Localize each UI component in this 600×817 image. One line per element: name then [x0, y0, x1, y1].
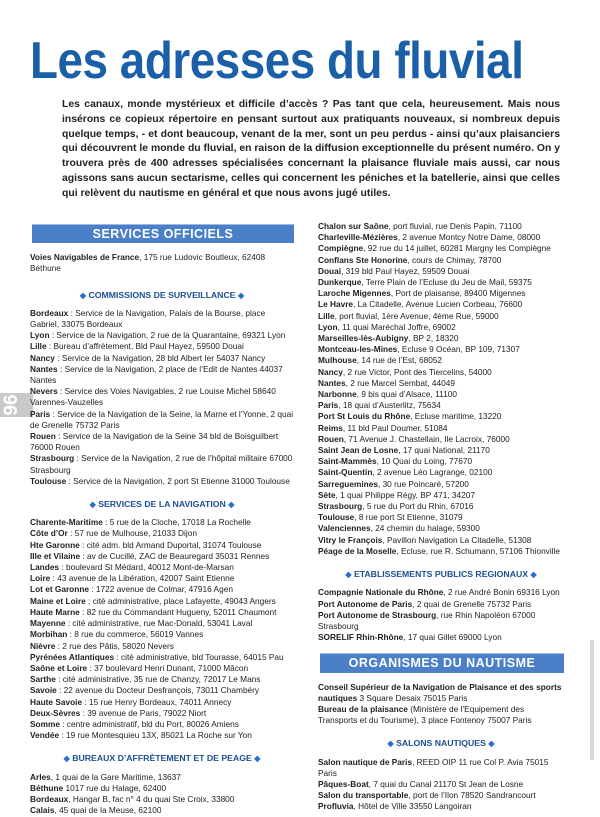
list-item [30, 663, 294, 674]
entry-address: : Service des Voies Navigables, 2 rue Louise Michel 58640 Varennes-Vauzelles [30, 386, 276, 408]
list-item [30, 584, 294, 595]
entry-address: , port fluvial, 1ère Avenue, 4ème Rue, 59000 [334, 310, 499, 321]
list-item [318, 243, 564, 254]
list-item [318, 445, 564, 456]
entry-name: Compiègne [318, 243, 364, 254]
entry-name: Reims [318, 422, 343, 433]
list-item [30, 540, 294, 551]
intro-paragraph: Les canaux, monde mystérieux et difficile d’accès ? Pas tant que cela, heureusement. Mais nous insérons ce copieux répertoire en pensant surtout aux pratiquants nouveaux, si nombreux depuis quelque temps, - et dont beaucoup, venant de la mer, sont un peu perdus - ainsi qu’aux plaisanciers qui découvrent le monde du fluvial, en raison de la diffusion exceptionnelle du présent numéro. On y trouvera près de 400 adresses spécialisées concernant la plaisance fluviale mais aussi, car nous agissons sans aucun sectarisme, celles qui concernent les péniches et la batellerie, ainsi que celles qui relèvent du nautisme en général et que nous avons jugé utiles. [62, 99, 560, 199]
list-item [318, 299, 564, 310]
entry-name: Bureau de la plaisance [318, 703, 408, 714]
list-item [318, 501, 564, 512]
entry-address: 1017 rue du Halage, 62400 [63, 782, 167, 793]
list-item [30, 652, 294, 663]
entry-name: Profluvia [318, 801, 354, 812]
entry-name: Charente-Maritime [30, 517, 103, 528]
list-item [318, 490, 564, 501]
entry-address: , 2 rue Marcel Sembat, 44049 [345, 377, 455, 388]
entry-address: , 30 rue Poincaré, 57200 [377, 478, 469, 489]
entry-address: : centre administratif, bld du Port, 80026 Amiens [59, 718, 239, 729]
list-item [30, 719, 294, 730]
entry-address: : 82 rue du Commandant Hugueny, 52011 Chaumont [79, 606, 277, 617]
list-item [318, 277, 564, 288]
entry-name: Bordeaux [30, 793, 69, 804]
entry-address: : Service de la Navigation, 2 port St Etienne 31000 Toulouse [66, 475, 290, 486]
entry-address: , Ecluse 9 Océan, BP 109, 71307 [397, 344, 520, 355]
entry-address: , 24 chemin du halage, 59300 [370, 523, 480, 534]
entry-address: , Hôtel de Ville 33550 Langoiran [353, 801, 472, 812]
entry-address: (Ministère de l’Equipement des Transports et du Tourisme), 3 place Fontenoy 75007 Paris [318, 703, 532, 726]
entry-address: , 7 quai du Canal 21170 St Jean de Losne [368, 778, 524, 789]
entry-address: : 8 rue du commerce, 56019 Vannes [67, 629, 204, 640]
entry-name: Salon nautique de Paris [318, 756, 413, 767]
entry-address: , La Citadelle, Avenue Lucien Corbeau, 76600 [353, 299, 523, 310]
entry-name: Saône et Loire [30, 662, 88, 673]
entry-address: , 2 avenue Montcy Notre Dame, 08000 [397, 232, 541, 243]
entry-name: Ille et Vilaine [30, 550, 81, 561]
list-item [30, 551, 294, 562]
entry-address: : Service de la Navigation, 2 place de l’Edit de Nantes 44037 Nantes [30, 363, 283, 386]
entry-name: Nancy [318, 366, 343, 377]
list-item [318, 322, 564, 333]
entry-address: : cité administrative, bld Tourasse, 64015 Pau [114, 651, 284, 662]
entry-name: Saint Jean de Losne [318, 445, 399, 456]
subheading-salons: ◆ SALONS NAUTIQUES ◆ [387, 738, 495, 749]
page-title: Les adresses du fluvial [30, 32, 524, 90]
entry-name: Lot et Garonne [30, 584, 90, 595]
list-item [30, 794, 294, 805]
list-item [318, 801, 564, 812]
list-item [318, 311, 564, 322]
list-item [30, 528, 294, 539]
list-item [30, 783, 294, 794]
entry-address: : 15 rue Henry Bordeaux, 74011 Annecy [82, 696, 232, 707]
entry-address: , 14 rue de l’Est, 68052 [356, 355, 443, 366]
entry-name: Pâques-Boat [318, 778, 369, 789]
list-item [318, 355, 564, 366]
section-banner-services-officiels: SERVICES OFFICIELS [32, 224, 294, 243]
list-nautisme [318, 682, 564, 727]
entry-name: Hte Garonne [30, 539, 80, 550]
entry-address: , BP 2, 18320 [408, 333, 459, 344]
entry-address: , 2 quai de Grenelle 75732 Paris [412, 598, 532, 609]
entry-name: Saint-Mammès [318, 456, 377, 467]
entry-address: , cours de Chimay, 78700 [407, 254, 502, 265]
entry-name: Côte d’Or [30, 528, 68, 539]
entry-address: : 19 rue Montesquieu 13X, 85021 La Roche sur Yon [59, 730, 252, 741]
entry-name: Strasbourg [318, 501, 363, 512]
entry-name: Haute Savoie [30, 696, 83, 707]
entry-name: Laroche Migennes [318, 288, 391, 299]
list-ports [318, 221, 564, 557]
entry-address: , 319 bld Paul Hayez, 59509 Douai [341, 265, 470, 276]
entry-name: Pyrénées Atlantiques [30, 651, 115, 662]
entry-name: Savoie [30, 685, 57, 696]
entry-address: , 71 Avenue J. Chastellain, Ile Lacroix, 76000 [343, 433, 510, 444]
entry-name: Sarthe [30, 674, 56, 685]
list-item [30, 708, 294, 719]
list-item [30, 364, 294, 386]
entry-name: Nevers [30, 386, 58, 397]
list-item [318, 546, 564, 557]
subheading-etablissements: ◆ ETABLISSEMENTS PUBLICS REGIONAUX ◆ [345, 569, 537, 580]
left-column [30, 220, 294, 816]
list-item [30, 476, 294, 487]
list-item [318, 411, 564, 422]
entry-name: Deux-Sèvres [30, 707, 81, 718]
entry-address: 3 Square Desaix 75015 Paris [357, 692, 468, 703]
entry-name: Valenciennes [318, 523, 371, 534]
entry-address: : 43 avenue de la Libération, 42007 Saint Etienne [50, 573, 235, 584]
entry-name: Rouen [30, 431, 56, 442]
list-item [318, 434, 564, 445]
list-item [318, 266, 564, 277]
entry-name: Mulhouse [318, 355, 357, 366]
list-item [318, 344, 564, 355]
page-number: 96 [0, 393, 33, 417]
entry-address: , 17 quai Gillet 69000 Lyon [403, 632, 502, 643]
entry-name: Strasbourg [30, 453, 75, 464]
entry-name: Lyon [318, 321, 338, 332]
entry-address: : Service de la Navigation, 28 bld Albert Ier 54037 Nancy [54, 352, 266, 363]
list-item [30, 805, 294, 816]
list-affretement [30, 772, 294, 817]
entry-address: , 17 quai National, 21170 [398, 445, 490, 456]
entry-name: Loire [30, 573, 51, 584]
entry-address: , 2 rue Victor, Pont des Tiercelins, 54000 [342, 366, 492, 377]
entry-name: Béthune [30, 782, 64, 793]
entry-name: Lille [30, 341, 47, 352]
entry-name: Mayenne [30, 618, 66, 629]
right-column [318, 221, 564, 813]
entry-name: Nantes [318, 377, 346, 388]
entry-address: , Port de plaisanse, 89400 Migennes [390, 288, 526, 299]
list-item [318, 757, 564, 779]
page-edge-mark [590, 640, 594, 760]
entry-address: : 22 avenue du Docteur Desfrançois, 73011 Chambéry [56, 685, 260, 696]
list-item [30, 386, 294, 408]
entry-name: Chalon sur Saône [318, 221, 389, 231]
list-item [318, 704, 564, 726]
entry-address: , 5 rue du Port du Rhin, 67016 [362, 501, 474, 512]
list-item [318, 423, 564, 434]
entry-name: Nantes [30, 363, 58, 374]
entry-name: Compagnie Nationale du Rhône [318, 587, 444, 598]
entry-name: Toulouse [318, 512, 355, 523]
entry-address: : 2 rue des Pâtis, 58020 Nevers [55, 640, 174, 651]
entry-address: , 2 avenue Léo Lagrange, 02100 [372, 467, 493, 478]
entry-address: : 57 rue de Mulhouse, 21033 Dijon [67, 528, 197, 539]
entry-name: Port Autonome de Strasbourg [318, 609, 437, 620]
entry-address: : cité administrative, place Lafayette, 49043 Angers [85, 595, 276, 606]
entry-name: Port Autonome de Paris [318, 598, 413, 609]
entry-name: Saint-Quentin [318, 467, 373, 478]
entry-address: , 45 quai de la Meuse, 62100 [54, 805, 162, 816]
entry-name: Port St Louis du Rhône [318, 411, 411, 422]
entry-address: , rue Rhin Napoléon 67000 Strasbourg [318, 609, 536, 631]
entry-name: Douai [318, 265, 342, 276]
list-item [318, 232, 564, 243]
entry-address: , 92 rue du 14 juillet, 60281 Margny les Compiègne [363, 243, 551, 254]
entry-name: Salon du transportable [318, 790, 409, 801]
entry-address: : Service de la Navigation, Palais de la Bourse, place Gabriel, 33075 Bordeaux [30, 307, 266, 330]
list-salons [318, 757, 564, 813]
entry-name: Arles [30, 771, 51, 782]
entry-address: , 1 quai de la Gare Maritime, 13637 [50, 771, 181, 782]
subheading-services-navigation: ◆ SERVICES DE LA NAVIGATION ◆ [89, 499, 235, 510]
entry-address: : av de Cucillé, ZAC de Beauregard 35031 Rennes [80, 550, 270, 561]
list-item [30, 573, 294, 584]
entry-name: Charleville-Mézières [318, 232, 398, 243]
entry-name: Conflans Ste Honorine [318, 254, 408, 265]
list-item [318, 389, 564, 400]
list-commissions [30, 308, 294, 487]
entry-address: : 37 boulevard Henri Dunant, 71000 Mâcon [87, 662, 249, 673]
list-item [30, 409, 294, 431]
list-item [318, 221, 564, 232]
list-item [318, 255, 564, 266]
entry-address: , REED OIP 11 rue Col P. Avia 75015 Paris [318, 756, 549, 778]
list-etablissements [318, 587, 564, 643]
list-item [318, 523, 564, 534]
entry-name: Le Havre [318, 299, 354, 310]
entry-address: , 2 rue André Bonin 69316 Lyon [443, 587, 560, 598]
list-services-navigation [30, 517, 294, 741]
list-item [30, 453, 294, 475]
entry-name: Nancy [30, 352, 55, 363]
list-item [30, 517, 294, 528]
list-item [30, 330, 294, 341]
entry-name: Vendée [30, 730, 60, 741]
entry-address: : Bureau d’affrètement, Bld Paul Hayez, 59500 Douai [46, 341, 244, 352]
list-item [30, 685, 294, 696]
entry-address: , port fluvial, rue Denis Papin, 71100 [388, 221, 522, 231]
list-item [318, 587, 564, 598]
entry-name: Maine et Loire [30, 595, 86, 606]
list-item [318, 467, 564, 478]
entry-name: Sète [318, 489, 336, 500]
section-banner-nautisme: ORGANISMES DU NAUTISME [320, 653, 564, 672]
list-item [318, 535, 564, 546]
entry-name: Sarreguemines [318, 478, 378, 489]
entry-address: : 39 avenue de Paris, 79022 Niort [80, 707, 207, 718]
entry-address: : Service de la Navigation, 2 rue de la Quarantaine, 69321 Lyon [49, 330, 286, 341]
entry-address: , Ecluse maritime, 13220 [410, 411, 502, 422]
entry-vnf: Voies Navigables de France, 175 rue Ludovic Boutleux, 62408 Béthune [30, 252, 266, 274]
entry-address: : 5 rue de la Cloche, 17018 La Rochelle [102, 517, 251, 528]
subheading-commissions: ◆ COMMISSIONS DE SURVEILLANCE ◆ [79, 289, 245, 300]
entry-name: Lyon [30, 330, 50, 341]
entry-address: : cité adm. bld Armand Duportal, 31074 Toulouse [79, 539, 262, 550]
list-item [30, 562, 294, 573]
list-item [30, 730, 294, 741]
entry-name: SORELIF Rhin-Rhône [318, 632, 404, 643]
list-item [318, 790, 564, 801]
list-item [30, 629, 294, 640]
entry-address: , 11 quai Maréchal Joffre, 69002 [337, 321, 456, 332]
list-item [318, 610, 564, 632]
entry-address: : cité administrative, rue Mac-Donald, 53041 Laval [65, 618, 253, 629]
list-item [30, 431, 294, 453]
entry-name: Dunkerque [318, 277, 362, 288]
entry-address: , port de l’Ilon 78520 Sandrancourt [408, 790, 536, 801]
entry-name: Haute Marne [30, 606, 80, 617]
list-item [318, 479, 564, 490]
entry-address: : boulevard St Médard, 40012 Mont-de-Marsan [59, 562, 234, 573]
entry-name: Marseilles-lès-Aubigny [318, 333, 409, 344]
list-item [318, 599, 564, 610]
entry-address: , Ecluse, rue R. Schumann, 57106 Thionville [396, 545, 560, 556]
list-item [318, 378, 564, 389]
subheading-affretement: ◆ BUREAUX D’AFFRÈTEMENT ET DE PEAGE ◆ [63, 753, 261, 764]
entry-address: , 11 bld Paul Doumer, 51084 [342, 422, 448, 433]
list-item [30, 697, 294, 708]
list-item [318, 779, 564, 790]
list-item [30, 618, 294, 629]
list-item [30, 596, 294, 607]
entry-address: , Terre Plain de l’Ecluse du Jeu de Mail, 59375 [361, 277, 532, 288]
entry-address: , Pavillon Navigation La Citadelle, 51308 [382, 534, 532, 545]
entry-name: Conseil Supérieur de la Navigation de Plaisance et des sports nautiques [318, 681, 562, 703]
list-item [318, 632, 564, 643]
list-item [318, 367, 564, 378]
entry-address: : Service de la Navigation de la Seine, la Marne et l’Yonne, 2 quai de Grenelle 75732 Paris [30, 408, 294, 430]
entry-address: , 1 quai Philippe Régy, BP 471, 34207 [335, 489, 475, 500]
entry-address: , Hangar B, fac n° 4 du quai Ste Croix, 33800 [68, 793, 235, 804]
list-item [318, 400, 564, 411]
entry-name: Landes [30, 562, 60, 573]
list-item [318, 682, 564, 704]
list-item [30, 607, 294, 618]
list-item [30, 308, 294, 330]
list-item [30, 341, 294, 352]
entry-name: Paris [318, 400, 339, 411]
list-item [318, 288, 564, 299]
entry-name: Montceau-les-Mines [318, 344, 398, 355]
entry-address: : Service de la Navigation de la Seine 34 bld de Boisguilbert 76000 Rouen [30, 431, 279, 453]
list-item [30, 772, 294, 783]
entry-address: : Service de la Navigation, 2 rue de l’hôpital militaire 67000 Strasbourg [30, 453, 293, 475]
entry-name: Bordeaux [30, 307, 69, 318]
entry-address: , 18 quai d’Austerlitz, 75634 [338, 400, 441, 411]
entry-name: Narbonne [318, 389, 357, 400]
list-item [318, 333, 564, 344]
entry-address: , 9 bis quai d’Alsace, 11100 [356, 389, 457, 400]
entry-name: Calais [30, 805, 55, 816]
entry-name: Toulouse [30, 475, 67, 486]
list-item [30, 674, 294, 685]
entry-name: Paris [30, 408, 51, 419]
entry-name: Rouen [318, 433, 344, 444]
entry-address: : 1722 avenue de Colmar, 47916 Agen [89, 584, 233, 595]
entry-name: Vitry le François [318, 534, 383, 545]
list-item [30, 641, 294, 652]
entry-name: Lille [318, 310, 335, 321]
entry-address: , 8 rue port St Etienne, 31079 [354, 512, 463, 523]
entry-name: Péage de la Moselle [318, 545, 397, 556]
list-item [318, 512, 564, 523]
list-item [318, 456, 564, 467]
entry-name: Somme [30, 718, 60, 729]
entry-name: Morbihan [30, 629, 68, 640]
list-item [30, 353, 294, 364]
entry-address: : cité administrative, 35 rue de Chanzy, 72017 Le Mans [55, 674, 261, 685]
entry-address: , 10 Quai du Loing, 77670 [376, 456, 473, 467]
entry-name: Nièvre [30, 640, 56, 651]
